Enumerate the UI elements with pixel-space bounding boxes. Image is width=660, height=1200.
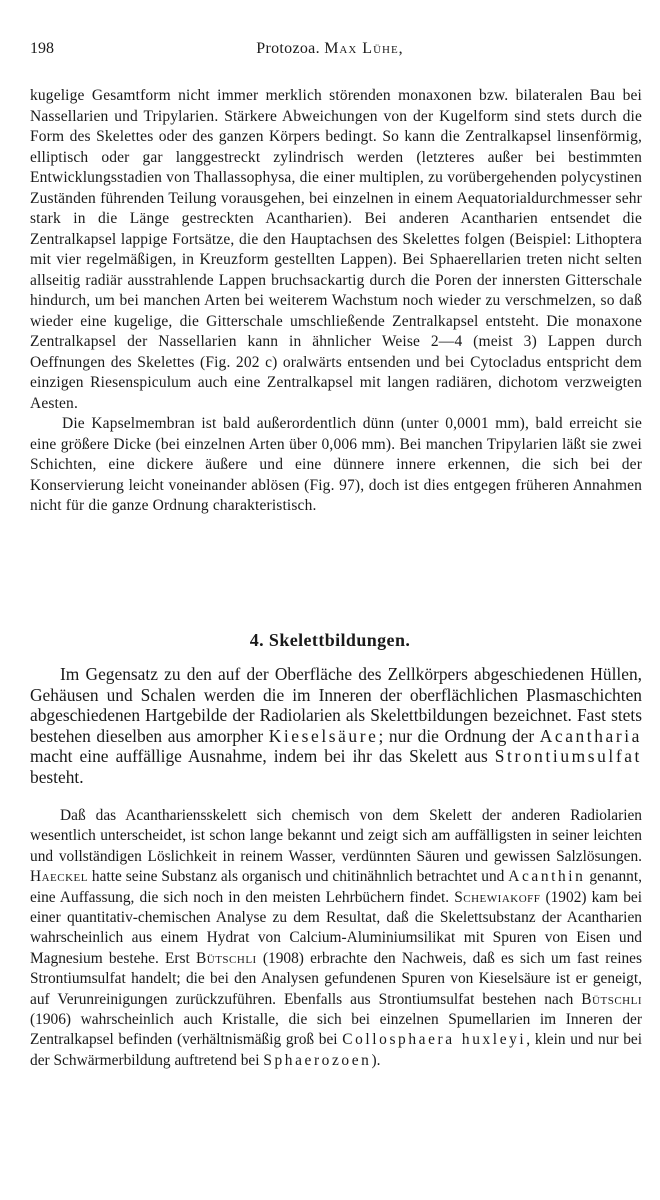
author-name: Bütschli — [196, 949, 257, 967]
term-acantharia: Acantharia — [539, 725, 642, 746]
species-name: Sphaerozoen — [263, 1051, 372, 1069]
section-heading: 4. Skelettbildungen. — [249, 630, 411, 650]
body-text: hatte seine Substanz als organisch und chitinähnlich betrachtet und — [88, 868, 509, 886]
author-name: Schewiakoff — [454, 888, 541, 906]
body-text: Daß das Acanthariensskelett sich chemisch von dem Skelett der anderen Radiolarien wesentlich unterscheidet, ist schon lange bekannt und zeigt sich am auffälligsten in seiner leichten und vollständigen Löslichkeit in reinem Wasser, verdünnten Säuren und gewissen Salzlösungen. — [30, 807, 642, 865]
body-block — [30, 806, 642, 1071]
term-strontiumsulfat: Strontiumsulfat — [494, 746, 642, 767]
body-paragraph — [30, 806, 642, 1071]
intro-text: macht eine auffällige Ausnahme, indem bei ihr das Skelett aus — [30, 746, 495, 767]
intro-block — [30, 664, 642, 788]
body-text: genannt, eine Auffassung, die sich noch in den meisten Lehrbüchern findet. — [30, 868, 642, 906]
header-author: Max Lühe, — [324, 40, 404, 57]
running-header — [30, 40, 630, 62]
body-text: (1902) kam bei einer quantitativ-chemischen Analyse zu dem Resultat, daß die Skelettsubstanz der Acantharien wahrscheinlich aus einem Hydrat von Calcium-Aluminiumsilikat mit Spuren von Eisen und Magnesium bestehe. Erst — [30, 888, 643, 967]
intro-text: Im Gegensatz zu den auf der Oberfläche des Zellkörpers abgeschiedenen Hüllen, Gehäusen und Schalen werden die im Inneren der oberflächlichen Plasmaschichten abgeschiedenen Hartgebilde der Radiolarien als Skelettbildungen bezeichnet. Fast stets bestehen dieselben aus amorpher — [30, 664, 642, 746]
paragraph-zentralkapsel-form: kugelige Gesamtform nicht immer merklich störenden monaxonen bzw. bilateralen Bau bei Nassellarien und Tripylarien. Stärkere Abweichungen von der Kugelform sind stets durch die Form des Skelettes oder des ganzen Körpers bedingt. So kann die Zentralkapsel linsenförmig, elliptisch oder gar langgestreckt zylindrisch werden (letzteres außer bei bestimmten Entwicklungsstadien von Thallassophysa, die einer multiplen, zu vorübergehenden polycystinen Zuständen führenden Teilung vorausgehen, bei einzelnen in einem Aequatorialdurchmesser sehr stark in die Länge gestreckten Acantharien). Bei anderen Acantharien entsendet die Zentralkapsel lappige Fortsätze, die den Hauptachsen des Skelettes folgen (Beispiel: Lithoptera mit vier regelmäßigen, in Kreuzform gestellten Lappen). Bei Sphaerellarien treten nicht selten allseitig radiär ausstrahlende Lappen bruchsackartig durch die Poren der innersten Gitterschale hindurch, um bei manchen Arten bei weiterem Wachstum noch wieder zu verschmelzen, so daß wieder eine kugelige, die Gitterschale umschließende Zentralkapsel entsteht. Die monaxone Zentralkapsel der Nassellarien kann in ähnlicher Weise 2—4 (meist 3) Lappen durch Oeffnungen des Skelettes (Fig. 202 c) oralwärts entsenden und bei Cytocladus entspricht dem einzigen Riesenspiculum auch eine Zentralkapsel mit langen radiären, dichotom verzweigten Aesten. — [30, 87, 642, 412]
body-text: , klein und nur bei der Schwärmerbildung auftretend bei — [30, 1031, 643, 1069]
intro-text: ; nur die Ordnung der — [378, 725, 540, 746]
author-name: Haeckel — [30, 868, 88, 886]
header-title: Protozoa. — [256, 40, 320, 57]
body-text: (1906) wahrscheinlich auch Kristalle, die sich bei einzelnen Spumellarien im Inneren der Zentralkapsel befinden (verhältnismäßig groß bei — [30, 1011, 642, 1049]
body-text: ). — [371, 1051, 381, 1069]
spaced-term: Acanthin — [508, 868, 586, 886]
author-name: Bütschli — [581, 990, 642, 1008]
paragraph-kapselmembran: Die Kapselmembran ist bald außerordentlich dünn (unter 0,0001 mm), bald erreicht sie eine größere Dicke (bei einzelnen Arten über 0,006 mm). Bei manchen Tripylarien läßt sie zwei Schichten, eine dickere äußere und eine dünnere innere erkennen, die sich bei der Konservierung leicht voneinander ablösen (Fig. 97), doch ist dies entgegen früheren Annahmen nicht für die ganze Ordnung charakteristisch. — [30, 415, 642, 514]
species-name: Collosphaera huxleyi — [342, 1031, 527, 1049]
top-text-block — [30, 86, 642, 517]
page-number: 198 — [30, 40, 54, 57]
intro-text: besteht. — [30, 766, 84, 787]
intro-paragraph — [30, 664, 642, 788]
running-title — [30, 40, 630, 58]
body-text: (1908) erbrachte den Nachweis, daß es sich um fast reines Strontiumsulfat handelt; die bei den Analysen gefundenen Spuren von Kieselsäure ist er geneigt, auf Verunreinigungen zurückzuführen. Ebenfalls aus Strontiumsulfat bestehen nach — [30, 949, 642, 1008]
term-kieselsaeure: Kieselsäure — [268, 725, 379, 746]
